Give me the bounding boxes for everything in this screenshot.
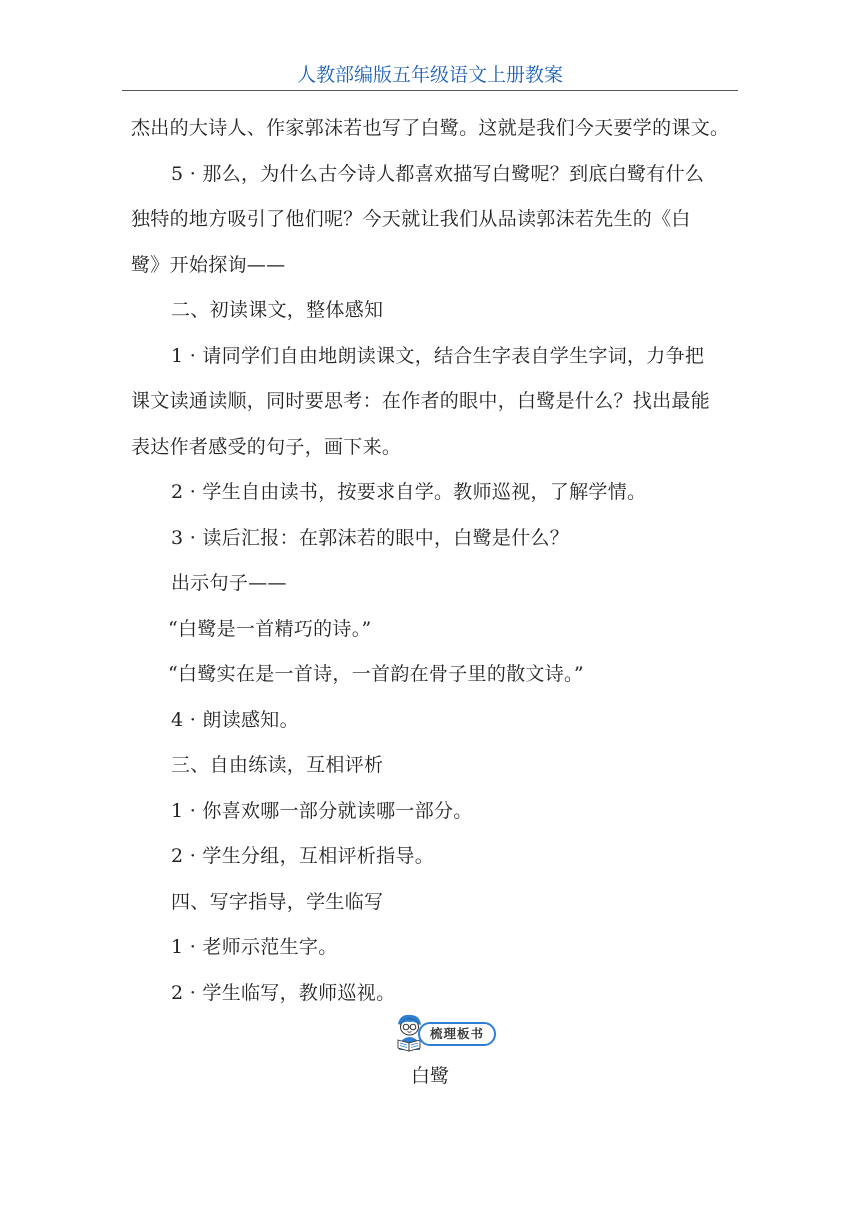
- text-line-1: 杰出的大诗人、作家郭沫若也写了白鹭。这就是我们今天要学的课文。: [131, 117, 730, 139]
- text-line-11: 出示句子——: [171, 572, 287, 594]
- board-title: 白鹭: [410, 1065, 449, 1087]
- text-line-19: 1 · 老师示范生字。: [171, 936, 338, 958]
- text-line-17: 2 · 学生分组，互相评析指导。: [171, 845, 435, 867]
- text-line-14: 4 · 朗读感知。: [171, 708, 299, 731]
- text-line-4: 鹭》开始探询——: [131, 253, 286, 276]
- section-heading-2: 二、初读课文，整体感知: [171, 299, 384, 321]
- section-heading-3: 三、自由练读，互相评析: [171, 754, 384, 776]
- text-line-6: 1 · 请同学们自由地朗读课文，结合生字表自学生字词，力争把: [171, 344, 705, 367]
- board-summary-badge: [390, 1012, 504, 1052]
- text-line-10: 3 · 读后汇报：在郭沫若的眼中，白鹭是什么？: [171, 526, 570, 549]
- page-header: 人教部编版五年级语文上册教案: [122, 60, 738, 91]
- text-line-20: 2 · 学生临写，教师巡视。: [171, 981, 396, 1004]
- quote-line-2: “白鹭实在是一首诗，一首韵在骨子里的散文诗。”: [168, 663, 584, 685]
- text-line-16: 1 · 你喜欢哪一部分就读哪一部分。: [171, 799, 473, 822]
- quote-line-1: “白鹭是一首精巧的诗。”: [168, 617, 372, 640]
- section-heading-4: 四、写字指导，学生临写: [171, 890, 384, 913]
- board-summary-label: 梳理板书: [418, 1022, 496, 1046]
- text-line-2: 5 · 那么，为什么古今诗人都喜欢描写白鹭呢？到底白鹭有什么: [171, 162, 705, 185]
- lesson-body: [131, 106, 731, 1016]
- text-line-9: 2 · 学生自由读书，按要求自学。教师巡视，了解学情。: [171, 481, 647, 503]
- text-line-7: 课文读通读顺，同时要思考：在作者的眼中，白鹭是什么？找出最能: [131, 390, 711, 412]
- text-line-8: 表达作者感受的句子，画下来。: [131, 435, 402, 458]
- text-line-3: 独特的地方吸引了他们呢？今天就让我们从品读郭沫若先生的《白: [131, 208, 691, 230]
